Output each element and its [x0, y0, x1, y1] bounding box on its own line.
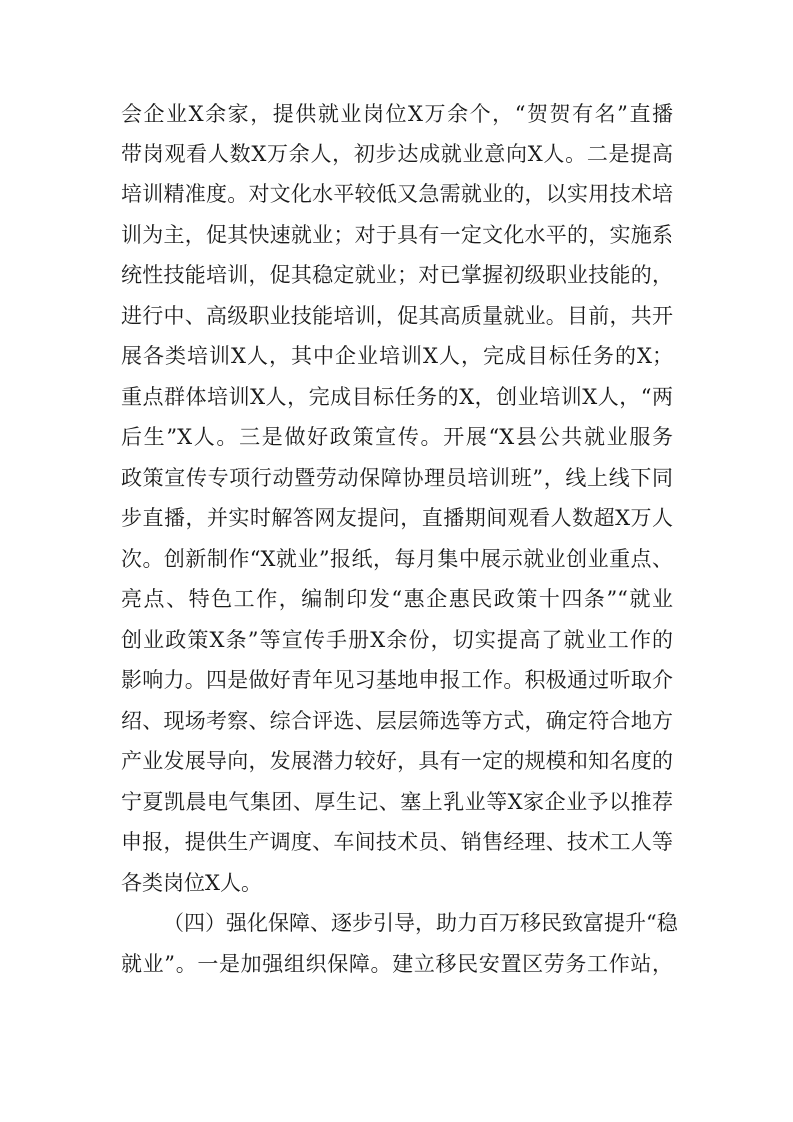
- section-heading-line: （四）强化保障、逐步引导，助力百万移民致富提升“稳: [163, 911, 678, 935]
- text-line: 申报，提供生产调度、车间技术员、销售经理、技术工人等: [121, 830, 673, 854]
- text-line: 训为主，促其快速就业；对于具有一定文化水平的，实施系: [121, 223, 673, 247]
- text-line: 各类岗位X人。: [121, 871, 262, 895]
- text-line: 就业”。一是加强组织保障。建立移民安置区劳务工作站，: [121, 952, 673, 976]
- text-line: 政策宣传专项行动暨劳动保障协理员培训班”，线上线下同: [121, 466, 673, 490]
- text-line: 展各类培训X人，其中企业培训X人，完成目标任务的X；: [121, 344, 673, 368]
- text-line: 亮点、特色工作，编制印发“惠企惠民政策十四条”“就业: [121, 587, 673, 611]
- text-line: 统性技能培训，促其稳定就业；对已掌握初级职业技能的，: [121, 263, 673, 287]
- text-line: 创业政策X条”等宣传手册X余份，切实提高了就业工作的: [121, 628, 673, 652]
- text-line: 进行中、高级职业技能培训，促其高质量就业。目前，共开: [121, 304, 673, 328]
- text-line: 产业发展导向，发展潜力较好，具有一定的规模和知名度的: [121, 749, 673, 773]
- text-line: 培训精准度。对文化水平较低又急需就业的，以实用技术培: [121, 182, 673, 206]
- text-line: 带岗观看人数X万余人，初步达成就业意向X人。二是提高: [121, 142, 673, 166]
- text-line: 重点群体培训X人，完成目标任务的X，创业培训X人，“两: [121, 385, 673, 409]
- text-line: 宁夏凯晨电气集团、厚生记、塞上乳业等X家企业予以推荐: [121, 790, 673, 814]
- text-line: 步直播，并实时解答网友提问，直播期间观看人数超X万人: [121, 506, 673, 530]
- text-line: 绍、现场考察、综合评选、层层筛选等方式，确定符合地方: [121, 709, 673, 733]
- text-line: 次。创新制作“X就业”报纸，每月集中展示就业创业重点、: [121, 547, 673, 571]
- text-line: 后生”X人。三是做好政策宣传。开展“X县公共就业服务: [121, 425, 673, 449]
- text-line: 影响力。四是做好青年见习基地申报工作。积极通过听取介: [121, 668, 673, 692]
- text-line: 会企业X余家，提供就业岗位X万余个，“贺贺有名”直播: [121, 102, 673, 126]
